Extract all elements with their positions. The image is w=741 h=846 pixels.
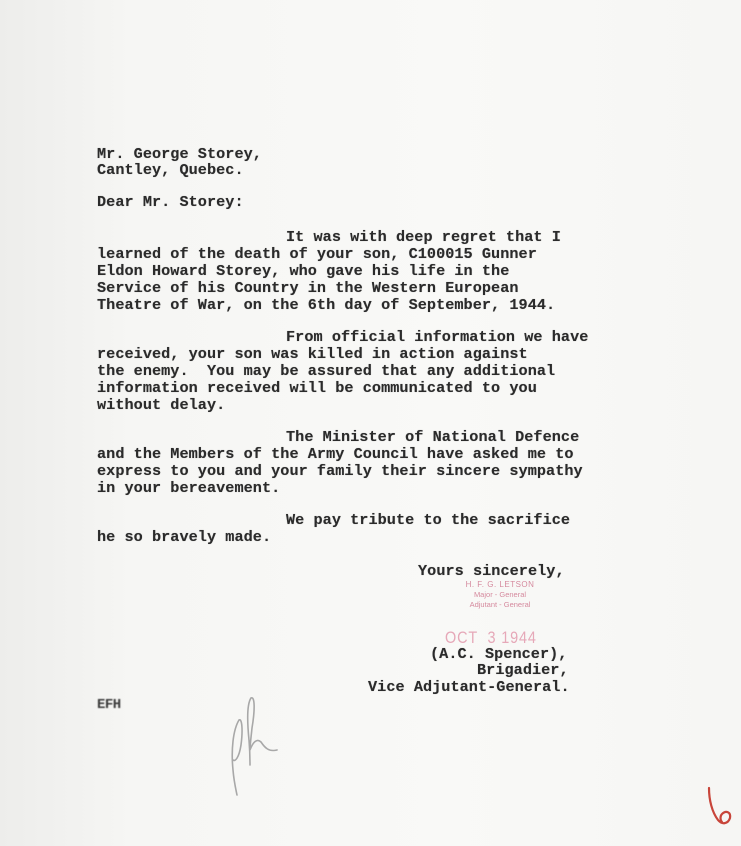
signatory-title: Vice Adjutant-General. bbox=[368, 678, 570, 696]
paragraph-line: express to you and your family their sincere sympathy bbox=[97, 462, 583, 480]
paragraph-line: It was with deep regret that I bbox=[286, 228, 561, 246]
paragraph-line: and the Members of the Army Council have asked me to bbox=[97, 445, 574, 463]
typist-initials: EFH bbox=[97, 697, 121, 713]
paragraph-line: The Minister of National Defence bbox=[286, 428, 580, 446]
paragraph-line: Eldon Howard Storey, who gave his life in the bbox=[97, 262, 510, 280]
paragraph-line: information received will be communicated to you bbox=[97, 379, 537, 397]
stamp-title: Adjutant - General bbox=[469, 600, 531, 609]
handwritten-initials-icon bbox=[225, 690, 315, 805]
recipient-address: Cantley, Quebec. bbox=[97, 161, 244, 179]
official-stamp bbox=[445, 580, 555, 610]
paragraph-line: the enemy. You may be assured that any additional bbox=[97, 362, 556, 380]
date-stamp: OCT 3 1944 bbox=[445, 628, 537, 647]
paragraph-line: received, your son was killed in action against bbox=[97, 345, 528, 363]
paragraph-line: Theatre of War, on the 6th day of September, 1944. bbox=[97, 296, 556, 314]
recipient-name: Mr. George Storey, bbox=[97, 145, 262, 163]
stamp-name: H. F. G. LETSON bbox=[465, 580, 535, 589]
salutation: Dear Mr. Storey: bbox=[97, 193, 244, 211]
paragraph-line: From official information we have bbox=[286, 328, 589, 346]
paragraph-line: without delay. bbox=[97, 396, 226, 414]
paragraph-line: he so bravely made. bbox=[97, 528, 272, 546]
signatory-name: (A.C. Spencer), bbox=[430, 645, 568, 663]
paragraph-line: learned of the death of your son, C100015 Gunner bbox=[97, 245, 537, 263]
page-number-mark-icon bbox=[700, 782, 740, 832]
signatory-rank: Brigadier, bbox=[477, 661, 569, 679]
stamp-rank: Major - General bbox=[473, 590, 527, 599]
paragraph-line: Service of his Country in the Western European bbox=[97, 279, 519, 297]
paragraph-line: in your bereavement. bbox=[97, 479, 281, 497]
closing: Yours sincerely, bbox=[418, 562, 565, 580]
paragraph-line: We pay tribute to the sacrifice bbox=[286, 511, 571, 529]
